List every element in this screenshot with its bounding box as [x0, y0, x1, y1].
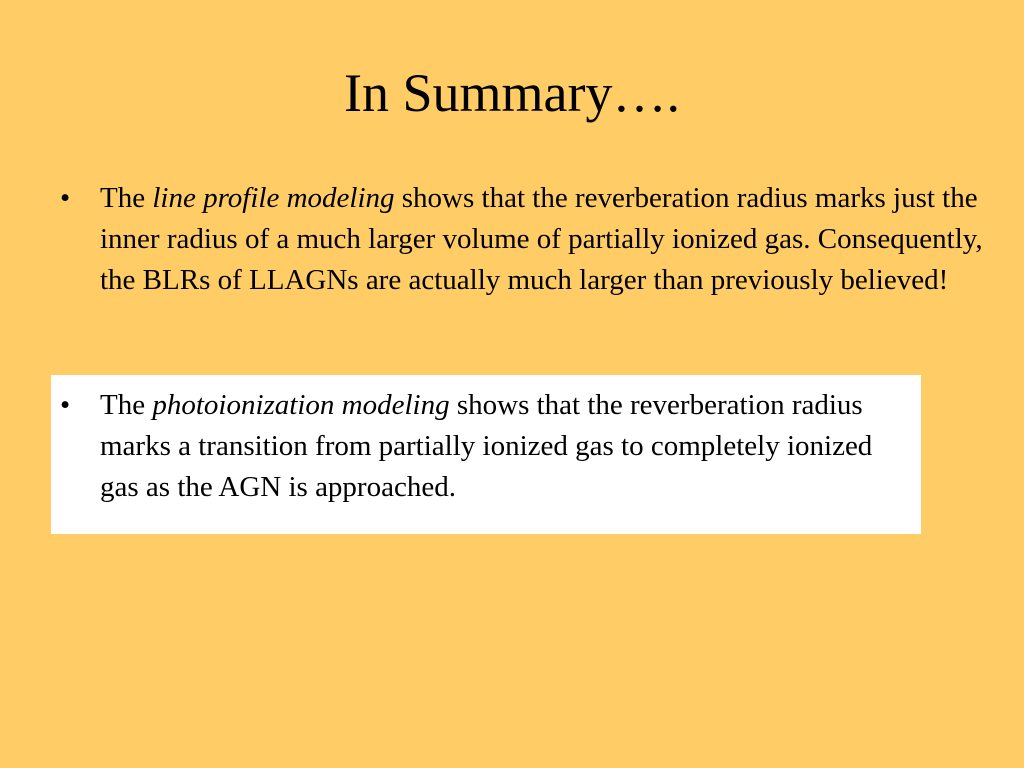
slide-title: In Summary….	[344, 63, 680, 123]
bullet-lead: The	[100, 182, 153, 214]
bullet-marker: •	[60, 389, 71, 421]
highlight-box	[51, 375, 921, 534]
bullet-emphasis: line profile modeling	[152, 182, 395, 214]
bullet-text	[100, 178, 990, 301]
bullet-item-line-profile	[60, 178, 990, 348]
bullet-rest: shows that the reverberation radius marks a transition from partially ionized gas to completely ionized gas as the AGN is approached.	[100, 389, 873, 503]
bullet-text	[100, 385, 915, 508]
bullet-rest: shows that the reverberation radius marks just the inner radius of a much larger volume of partially ionized gas. Consequently, the BLRs of LLAGNs are actually much larger than previously believed!	[100, 182, 983, 296]
bullet-marker: •	[60, 182, 71, 214]
bullet-item-photoionization	[60, 385, 915, 525]
bullet-emphasis: photoionization modeling	[152, 389, 450, 421]
bullet-lead: The	[100, 389, 153, 421]
